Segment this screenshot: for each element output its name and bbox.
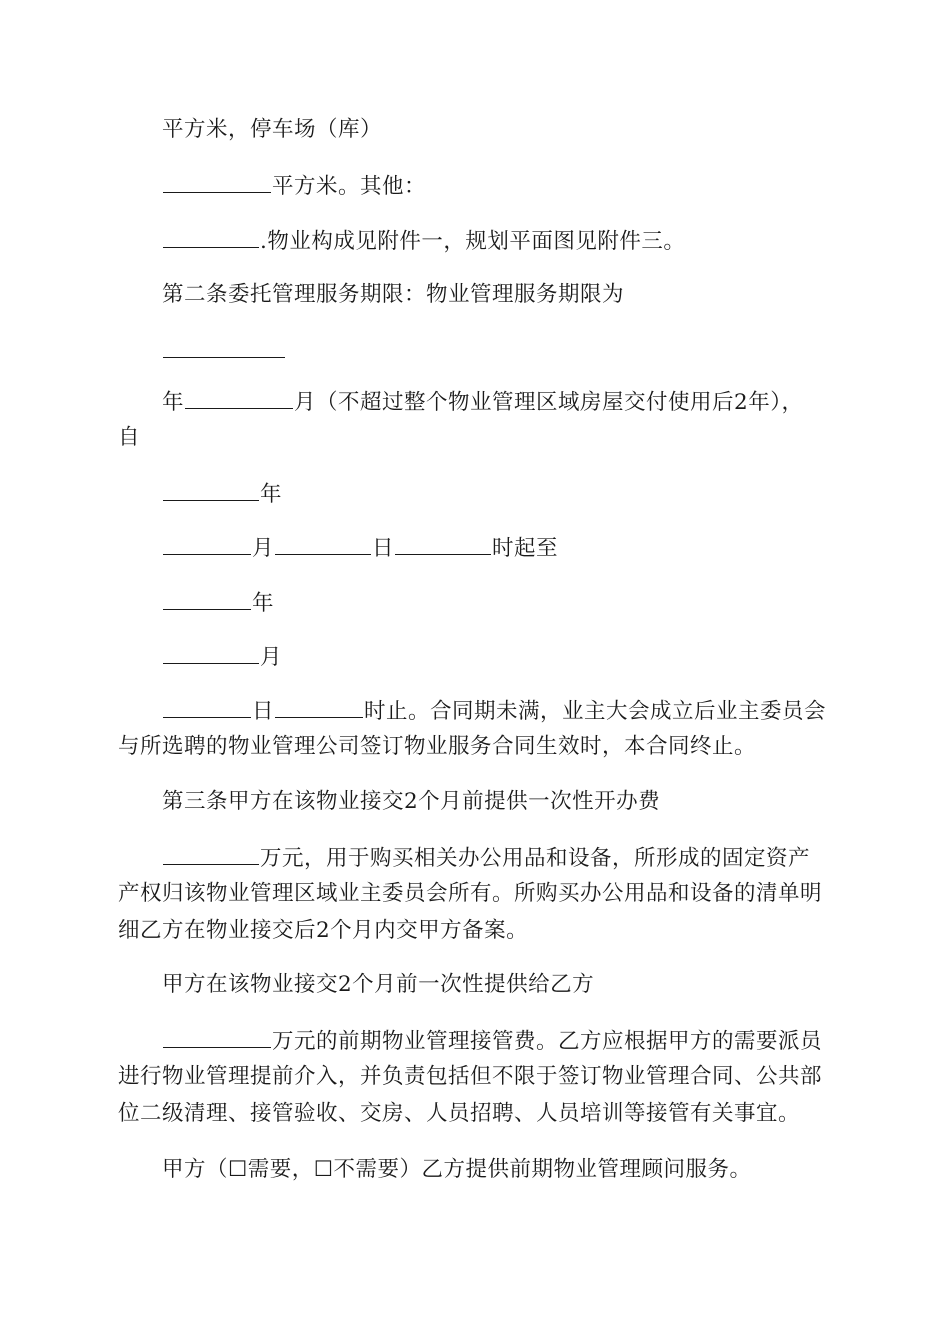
- paragraph-term-years: [162, 383, 803, 421]
- text-startup-fee: 万元，用于购买相关办公用品和设备，所形成的固定资产: [260, 846, 811, 871]
- paragraph-consulting-service: [162, 1152, 752, 1188]
- text-end-year: 年: [252, 591, 275, 616]
- paragraph-start-date: [162, 529, 558, 567]
- text-asset-ownership: 产权归该物业管理区域业主委员会所有。所购买办公用品和设备的清单明: [118, 881, 823, 906]
- text-start-year: 年: [260, 482, 283, 507]
- paragraph-takeover-fee-intro: [162, 967, 594, 1003]
- paragraph-end-year: [162, 584, 274, 622]
- text-asset-filing: 细乙方在物业接交后2个月内交甲方备案。: [118, 918, 529, 943]
- blank-field[interactable]: [163, 222, 259, 248]
- blank-field[interactable]: [163, 584, 251, 610]
- blank-field[interactable]: [163, 839, 259, 865]
- blank-field[interactable]: [395, 529, 491, 555]
- blank-field[interactable]: [275, 692, 363, 718]
- article-2-heading: [162, 277, 624, 313]
- blank-field[interactable]: [185, 383, 293, 409]
- text-takeover-fee-intro: 甲方在该物业接交2个月前一次性提供给乙方: [162, 972, 595, 997]
- text-end-day: 日: [252, 699, 275, 724]
- paragraph-takeover-matters: [118, 1096, 800, 1132]
- blank-field[interactable]: [275, 529, 371, 555]
- text-sqm-other: 平方米。其他：: [272, 174, 427, 199]
- paragraph-end-month: [162, 638, 282, 676]
- text-consulting-service[interactable]: 甲方（☐需要，☐不需要）乙方提供前期物业管理顾问服务。: [162, 1157, 752, 1182]
- text-end-month: 月: [260, 645, 283, 670]
- paragraph-property-composition: [162, 222, 685, 260]
- blank-field[interactable]: [163, 332, 285, 358]
- text-year: 年: [162, 390, 185, 415]
- text-contract-termination: 与所选聘的物业管理公司签订物业服务合同生效时，本合同终止。: [118, 734, 757, 759]
- paragraph-asset-ownership: [118, 876, 822, 912]
- paragraph-contract-termination: [118, 729, 756, 765]
- paragraph-asset-filing: [118, 913, 528, 949]
- text-takeover-fee: 万元的前期物业管理接管费。乙方应根据甲方的需要派员: [272, 1029, 823, 1054]
- article-3-heading: [162, 784, 660, 820]
- blank-field[interactable]: [163, 638, 259, 664]
- paragraph-early-intervention: [118, 1059, 822, 1095]
- blank-field[interactable]: [163, 167, 271, 193]
- text-article-2: 第二条委托管理服务期限：物业管理服务期限为: [162, 282, 625, 307]
- text-term-limit: 月（不超过整个物业管理区域房屋交付使用后2年），: [294, 390, 804, 415]
- text-start-hour: 时起至: [492, 536, 559, 561]
- text-end-hour: 时止。合同期未满，业主大会成立后业主委员会: [364, 699, 827, 724]
- blank-field[interactable]: [163, 692, 251, 718]
- text-article-3: 第三条甲方在该物业接交2个月前提供一次性开办费: [162, 789, 661, 814]
- paragraph-term-blank: [162, 332, 286, 370]
- paragraph-end-day: [162, 692, 826, 730]
- blank-field[interactable]: [163, 529, 251, 555]
- paragraph-parking-sqm: [162, 167, 426, 205]
- blank-field[interactable]: [163, 475, 259, 501]
- text-early-intervention: 进行物业管理提前介入，并负责包括但不限于签订物业管理合同、公共部: [118, 1064, 823, 1089]
- text-start-day: 日: [372, 536, 395, 561]
- paragraph-takeover-fee: [162, 1022, 822, 1060]
- text-parking-area: 平方米，停车场（库）: [162, 117, 383, 142]
- text-start-month: 月: [252, 536, 275, 561]
- paragraph-from: [118, 420, 140, 456]
- text-property-composition: .物业构成见附件一，规划平面图见附件三。: [260, 229, 686, 254]
- text-from: 自: [118, 425, 141, 450]
- blank-field[interactable]: [163, 1022, 271, 1048]
- paragraph-startup-fee: [162, 839, 810, 877]
- text-takeover-matters: 位二级清理、接管验收、交房、人员招聘、人员培训等接管有关事宜。: [118, 1101, 801, 1126]
- paragraph-parking-area: [162, 112, 382, 148]
- paragraph-start-year: [162, 475, 282, 513]
